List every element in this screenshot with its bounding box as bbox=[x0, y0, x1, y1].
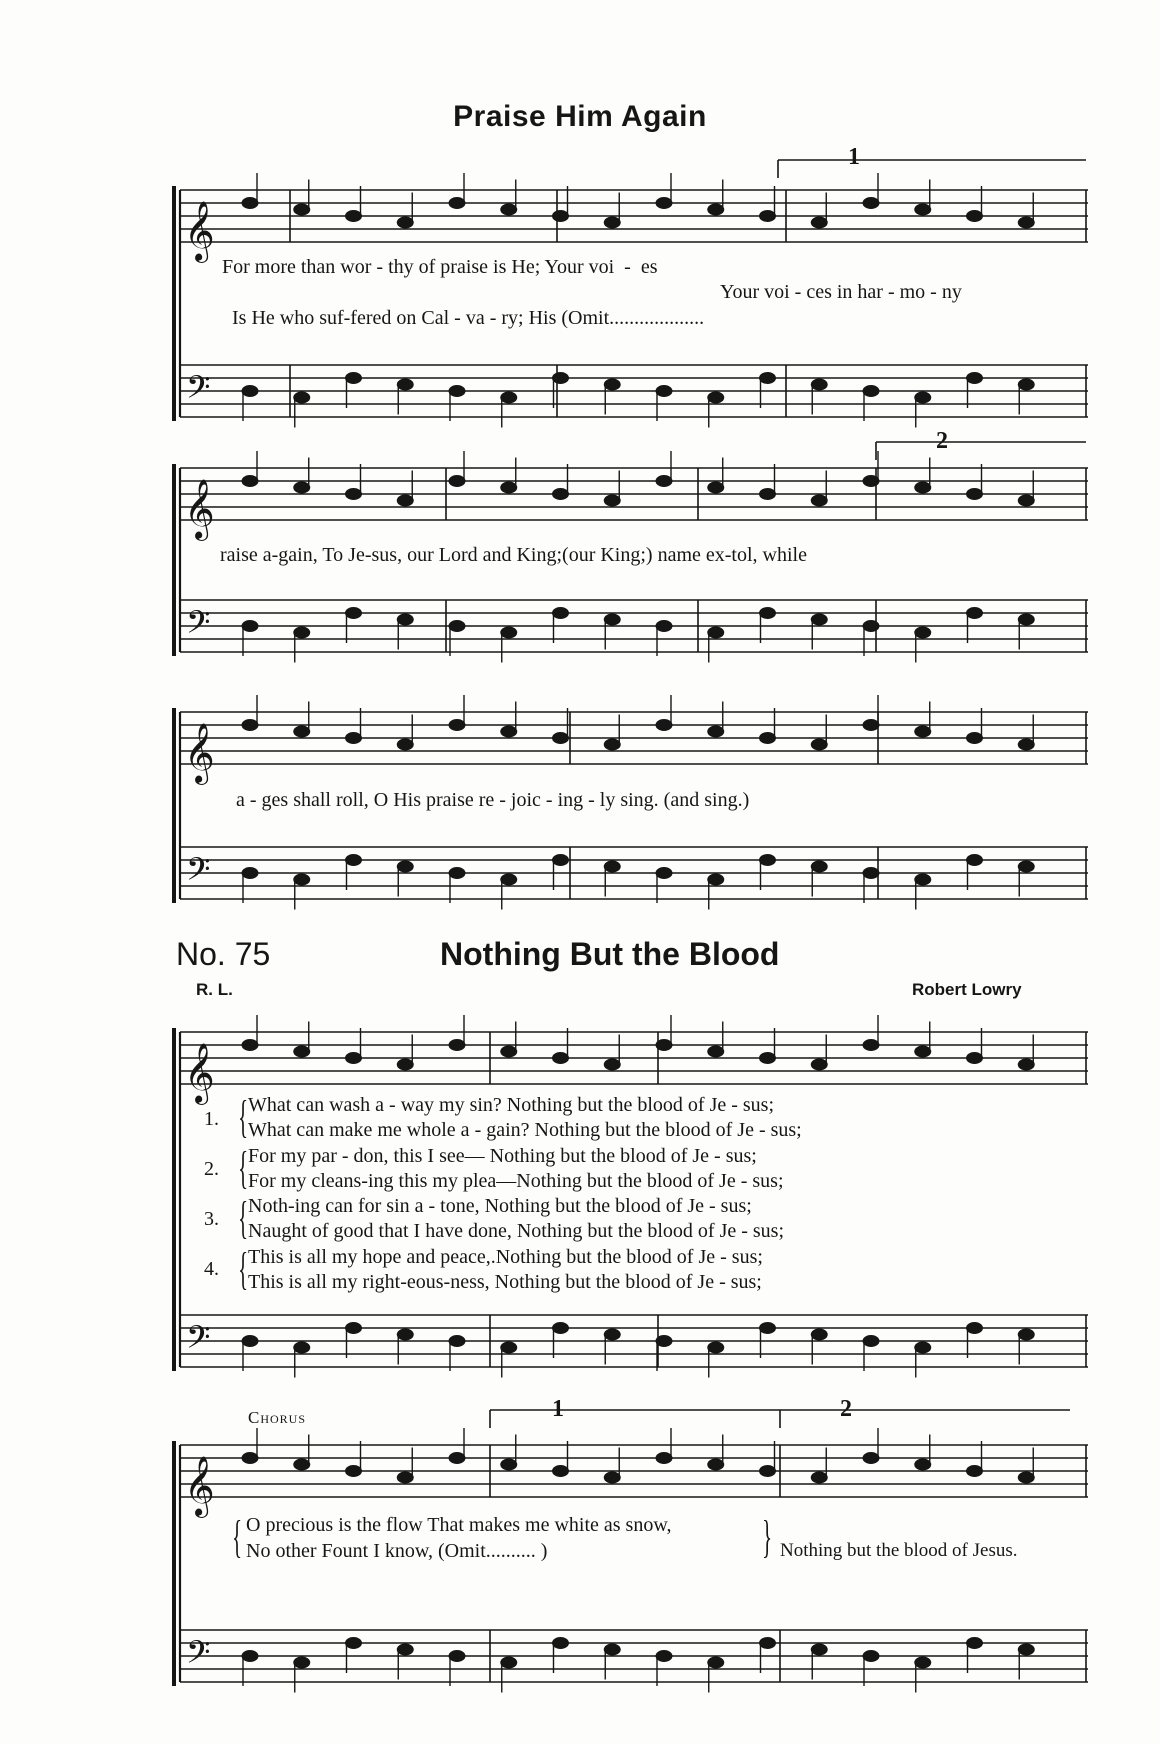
note-head bbox=[501, 204, 517, 215]
note-head bbox=[708, 726, 724, 737]
ending-2-label: 2 bbox=[936, 428, 948, 454]
note-head bbox=[294, 1459, 310, 1470]
note-head bbox=[397, 1644, 413, 1655]
note-head bbox=[397, 495, 413, 506]
note-head bbox=[553, 608, 569, 619]
note-head bbox=[760, 373, 776, 384]
note-head bbox=[346, 1053, 362, 1064]
note-head bbox=[708, 1657, 724, 1668]
note-head bbox=[501, 1657, 517, 1668]
verse-1-line-2: What can make me whole a - gain? Nothing but the blood of Je - sus; bbox=[248, 1119, 802, 1141]
note-head bbox=[708, 874, 724, 885]
chorus-end-text: Nothing but the blood of Jesus. bbox=[780, 1540, 1018, 1561]
chorus-ending-1-label: 1 bbox=[552, 1396, 564, 1422]
treble-clef-icon: 𝄞 bbox=[184, 1456, 215, 1516]
note-head bbox=[863, 1453, 879, 1464]
note-head bbox=[449, 1453, 465, 1464]
note-head bbox=[760, 489, 776, 500]
note-head bbox=[242, 1336, 258, 1347]
note-head bbox=[967, 489, 983, 500]
note-head bbox=[501, 482, 517, 493]
note-head bbox=[501, 874, 517, 885]
note-head bbox=[708, 627, 724, 638]
lyric-line-1c: Is He who suf-fered on Cal - va - ry; His (Omit................... bbox=[232, 307, 705, 329]
hymn-title-nothing-but-the-blood: Nothing But the Blood bbox=[440, 936, 780, 972]
note-head bbox=[760, 1053, 776, 1064]
note-head bbox=[863, 868, 879, 879]
note-head bbox=[863, 621, 879, 632]
verse-number-2: 2. bbox=[204, 1158, 219, 1180]
chorus-brace-right: } bbox=[762, 1511, 773, 1562]
note-head bbox=[346, 373, 362, 384]
note-head bbox=[501, 1046, 517, 1057]
note-head bbox=[604, 1644, 620, 1655]
hymn-number: No. 75 bbox=[176, 936, 271, 972]
note-head bbox=[967, 1466, 983, 1477]
note-head bbox=[915, 204, 931, 215]
note-head bbox=[604, 379, 620, 390]
note-head bbox=[967, 373, 983, 384]
note-head bbox=[967, 733, 983, 744]
note-head bbox=[811, 379, 827, 390]
treble-clef-icon: 𝄞 bbox=[184, 201, 215, 261]
chorus-line-1: O precious is the flow That makes me white as snow, bbox=[246, 1514, 672, 1536]
note-head bbox=[863, 1040, 879, 1051]
verse-brace-left: { bbox=[238, 1091, 249, 1142]
note-head bbox=[242, 868, 258, 879]
note-head bbox=[604, 614, 620, 625]
note-head bbox=[1018, 379, 1034, 390]
note-head bbox=[760, 211, 776, 222]
bass-clef-icon: 𝄢 bbox=[186, 1634, 211, 1678]
note-head bbox=[656, 868, 672, 879]
note-head bbox=[294, 726, 310, 737]
note-head bbox=[863, 1336, 879, 1347]
note-head bbox=[242, 621, 258, 632]
note-head bbox=[449, 386, 465, 397]
note-head bbox=[915, 1342, 931, 1353]
note-head bbox=[967, 211, 983, 222]
note-head bbox=[967, 1638, 983, 1649]
note-head bbox=[242, 1040, 258, 1051]
note-head bbox=[501, 1342, 517, 1353]
note-head bbox=[553, 855, 569, 866]
verse-2-line-2: For my cleans-ing this my plea—Nothing but the blood of Je - sus; bbox=[248, 1170, 784, 1192]
note-head bbox=[915, 1459, 931, 1470]
note-head bbox=[553, 1466, 569, 1477]
note-head bbox=[708, 482, 724, 493]
note-head bbox=[760, 855, 776, 866]
note-head bbox=[346, 733, 362, 744]
note-head bbox=[346, 1638, 362, 1649]
note-head bbox=[242, 198, 258, 209]
note-head bbox=[656, 720, 672, 731]
note-head bbox=[1018, 739, 1034, 750]
verse-number-1: 1. bbox=[204, 1108, 219, 1130]
note-head bbox=[967, 608, 983, 619]
note-head bbox=[811, 217, 827, 228]
note-head bbox=[397, 1329, 413, 1340]
note-head bbox=[501, 392, 517, 403]
note-head bbox=[915, 726, 931, 737]
note-head bbox=[604, 1059, 620, 1070]
verse-brace-left: { bbox=[238, 1142, 249, 1193]
note-head bbox=[553, 211, 569, 222]
lyric-line-1a: For more than wor - thy of praise is He; Your voi - es bbox=[222, 256, 658, 278]
composer-credit: Robert Lowry bbox=[912, 980, 1022, 999]
note-head bbox=[863, 720, 879, 731]
note-head bbox=[397, 217, 413, 228]
note-head bbox=[449, 1651, 465, 1662]
note-head bbox=[346, 1466, 362, 1477]
note-head bbox=[811, 739, 827, 750]
note-head bbox=[1018, 1472, 1034, 1483]
note-head bbox=[708, 392, 724, 403]
verse-number-4: 4. bbox=[204, 1258, 219, 1280]
note-head bbox=[604, 739, 620, 750]
bass-clef-icon: 𝄢 bbox=[186, 1319, 211, 1363]
note-head bbox=[760, 1323, 776, 1334]
note-head bbox=[863, 386, 879, 397]
verse-3-line-1: Noth-ing can for sin a - tone, Nothing but the blood of Je - sus; bbox=[248, 1195, 752, 1217]
chorus-line-2: No other Fount I know, (Omit.......... ) bbox=[246, 1540, 548, 1562]
chorus-ending-2-label: 2 bbox=[840, 1396, 852, 1422]
note-head bbox=[760, 1466, 776, 1477]
note-head bbox=[811, 614, 827, 625]
note-head bbox=[915, 627, 931, 638]
lyric-line-2: raise a-gain, To Je-sus, our Lord and King;(our King;) name ex-tol, while bbox=[220, 544, 807, 566]
note-head bbox=[294, 627, 310, 638]
note-head bbox=[294, 1342, 310, 1353]
note-head bbox=[242, 476, 258, 487]
note-head bbox=[449, 198, 465, 209]
lyricist-credit: R. L. bbox=[196, 980, 233, 999]
note-head bbox=[449, 476, 465, 487]
note-head bbox=[346, 1323, 362, 1334]
note-head bbox=[346, 855, 362, 866]
note-head bbox=[449, 720, 465, 731]
note-head bbox=[1018, 614, 1034, 625]
verse-brace-left: { bbox=[238, 1192, 249, 1243]
note-head bbox=[760, 733, 776, 744]
note-head bbox=[553, 1053, 569, 1064]
note-head bbox=[811, 495, 827, 506]
verse-brace-left: { bbox=[238, 1243, 249, 1294]
bass-clef-icon: 𝄢 bbox=[186, 604, 211, 648]
verse-3-line-2: Naught of good that I have done, Nothing but the blood of Je - sus; bbox=[248, 1220, 785, 1242]
note-head bbox=[397, 739, 413, 750]
note-head bbox=[604, 861, 620, 872]
ending-1-label: 1 bbox=[848, 144, 860, 170]
note-head bbox=[811, 1644, 827, 1655]
note-head bbox=[604, 495, 620, 506]
note-head bbox=[656, 476, 672, 487]
note-head bbox=[346, 608, 362, 619]
note-head bbox=[967, 1323, 983, 1334]
note-head bbox=[449, 868, 465, 879]
note-head bbox=[656, 1336, 672, 1347]
note-head bbox=[553, 733, 569, 744]
note-head bbox=[656, 386, 672, 397]
note-head bbox=[346, 489, 362, 500]
chorus-brace-left: { bbox=[232, 1511, 243, 1562]
note-head bbox=[242, 1453, 258, 1464]
note-head bbox=[967, 1053, 983, 1064]
note-head bbox=[294, 1657, 310, 1668]
note-head bbox=[242, 386, 258, 397]
note-head bbox=[1018, 217, 1034, 228]
verse-1-line-1: What can wash a - way my sin? Nothing but the blood of Je - sus; bbox=[248, 1094, 775, 1116]
note-head bbox=[708, 1046, 724, 1057]
note-head bbox=[760, 1638, 776, 1649]
note-head bbox=[449, 1336, 465, 1347]
note-head bbox=[811, 1472, 827, 1483]
note-head bbox=[1018, 1644, 1034, 1655]
verse-4-line-2: This is all my right-eous-ness, Nothing but the blood of Je - sus; bbox=[248, 1271, 762, 1293]
chorus-label: Chorus bbox=[248, 1408, 307, 1427]
note-head bbox=[811, 861, 827, 872]
note-head bbox=[294, 874, 310, 885]
note-head bbox=[553, 373, 569, 384]
note-head bbox=[708, 1342, 724, 1353]
note-head bbox=[294, 392, 310, 403]
verse-2-line-1: For my par - don, this I see— Nothing but the blood of Je - sus; bbox=[248, 1145, 757, 1167]
note-head bbox=[708, 1459, 724, 1470]
note-head bbox=[656, 198, 672, 209]
treble-clef-icon: 𝄞 bbox=[184, 479, 215, 539]
note-head bbox=[1018, 495, 1034, 506]
lyric-line-1b: Your voi - ces in har - mo - ny bbox=[720, 281, 962, 303]
note-head bbox=[397, 379, 413, 390]
note-head bbox=[294, 204, 310, 215]
hymn-title-praise-him-again: Praise Him Again bbox=[453, 100, 707, 133]
note-head bbox=[760, 608, 776, 619]
note-head bbox=[501, 1459, 517, 1470]
note-head bbox=[1018, 1329, 1034, 1340]
note-head bbox=[656, 1040, 672, 1051]
treble-clef-icon: 𝄞 bbox=[184, 1043, 215, 1103]
note-head bbox=[501, 627, 517, 638]
note-head bbox=[811, 1059, 827, 1070]
note-head bbox=[863, 476, 879, 487]
note-head bbox=[915, 482, 931, 493]
note-head bbox=[915, 392, 931, 403]
note-head bbox=[915, 1657, 931, 1668]
note-head bbox=[604, 217, 620, 228]
note-head bbox=[242, 720, 258, 731]
verse-number-3: 3. bbox=[204, 1208, 219, 1230]
note-head bbox=[397, 1472, 413, 1483]
treble-clef-icon: 𝄞 bbox=[184, 723, 215, 783]
note-head bbox=[1018, 1059, 1034, 1070]
note-head bbox=[915, 1046, 931, 1057]
note-head bbox=[656, 1453, 672, 1464]
bass-clef-icon: 𝄢 bbox=[186, 369, 211, 413]
note-head bbox=[346, 211, 362, 222]
note-head bbox=[449, 1040, 465, 1051]
verse-4-line-1: This is all my hope and peace,.Nothing but the blood of Je - sus; bbox=[248, 1246, 763, 1268]
note-head bbox=[397, 861, 413, 872]
note-head bbox=[1018, 861, 1034, 872]
note-head bbox=[449, 621, 465, 632]
note-head bbox=[863, 1651, 879, 1662]
note-head bbox=[604, 1329, 620, 1340]
note-head bbox=[501, 726, 517, 737]
bass-clef-icon: 𝄢 bbox=[186, 851, 211, 895]
note-head bbox=[397, 614, 413, 625]
note-head bbox=[604, 1472, 620, 1483]
note-head bbox=[811, 1329, 827, 1340]
note-head bbox=[294, 1046, 310, 1057]
note-head bbox=[553, 1638, 569, 1649]
lyric-line-3: a - ges shall roll, O His praise re - joic - ing - ly sing. (and sing.) bbox=[236, 789, 750, 811]
note-head bbox=[915, 874, 931, 885]
note-head bbox=[863, 198, 879, 209]
note-head bbox=[242, 1651, 258, 1662]
note-head bbox=[656, 621, 672, 632]
note-head bbox=[967, 855, 983, 866]
note-head bbox=[294, 482, 310, 493]
note-head bbox=[397, 1059, 413, 1070]
note-head bbox=[656, 1651, 672, 1662]
note-head bbox=[553, 489, 569, 500]
note-head bbox=[708, 204, 724, 215]
note-head bbox=[553, 1323, 569, 1334]
